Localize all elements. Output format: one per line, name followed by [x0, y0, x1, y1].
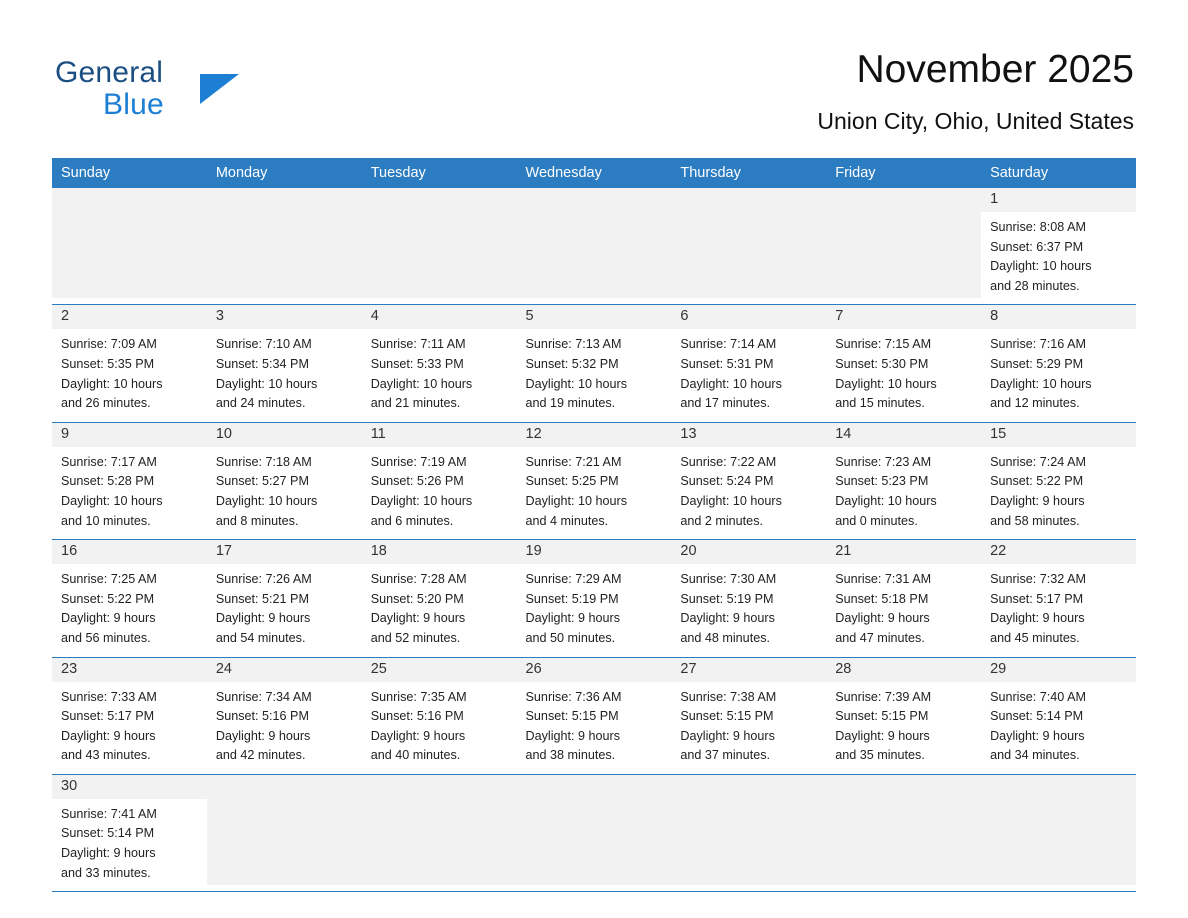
daylight-text-line2: and 28 minutes. [990, 278, 1080, 293]
sunrise-text: Sunrise: 7:18 AM [215, 454, 312, 469]
calendar-day-cell[interactable] [362, 540, 517, 657]
daylight-text-line2: and 33 minutes. [61, 865, 151, 880]
day-number: 28 [826, 658, 981, 682]
daylight-text-line1: Daylight: 9 hours [61, 846, 156, 861]
daylight-text-line2: and 10 minutes. [61, 513, 151, 528]
day-number: 15 [981, 423, 1136, 447]
day-info [362, 564, 517, 656]
empty-cell-fill [826, 188, 981, 298]
day-info [981, 447, 1136, 539]
sunset-text: Sunset: 5:18 PM [835, 591, 929, 606]
daylight-text-line2: and 12 minutes. [990, 396, 1080, 411]
day-number: 26 [517, 658, 672, 682]
day-number: 30 [52, 775, 207, 799]
calendar-day-cell[interactable] [52, 774, 207, 891]
day-info [52, 329, 207, 421]
calendar-day-cell[interactable] [671, 305, 826, 422]
daylight-text-line2: and 26 minutes. [61, 396, 151, 411]
empty-cell-fill [981, 775, 1136, 885]
calendar-cell-empty [671, 774, 826, 891]
sunset-text: Sunset: 5:22 PM [990, 474, 1084, 489]
daylight-text-line1: Daylight: 9 hours [990, 493, 1085, 508]
calendar-day-cell[interactable] [52, 657, 207, 774]
empty-cell-fill [671, 775, 826, 885]
calendar-day-cell[interactable] [671, 540, 826, 657]
daylight-text-line1: Daylight: 9 hours [835, 728, 930, 743]
sunset-text: Sunset: 5:35 PM [61, 356, 155, 371]
daylight-text-line1: Daylight: 10 hours [215, 376, 318, 391]
weekday-header-friday: Friday [826, 158, 981, 188]
sunrise-text: Sunrise: 7:09 AM [61, 337, 157, 352]
day-info [981, 212, 1136, 304]
sunrise-text: Sunrise: 7:23 AM [835, 454, 932, 469]
sunset-text: Sunset: 5:14 PM [990, 709, 1084, 724]
daylight-text-line1: Daylight: 10 hours [215, 493, 318, 508]
sunrise-text: Sunrise: 7:29 AM [525, 572, 622, 587]
daylight-text-line1: Daylight: 9 hours [990, 611, 1085, 626]
daylight-text-line1: Daylight: 10 hours [370, 493, 473, 508]
sunrise-text: Sunrise: 7:36 AM [525, 689, 622, 704]
sunset-text: Sunset: 6:37 PM [990, 239, 1084, 254]
day-number: 27 [671, 658, 826, 682]
daylight-text-line1: Daylight: 9 hours [370, 611, 466, 626]
sunrise-text: Sunrise: 7:22 AM [680, 454, 777, 469]
sunset-text: Sunset: 5:29 PM [990, 356, 1084, 371]
daylight-text-line2: and 37 minutes. [680, 748, 770, 763]
day-info [52, 799, 207, 891]
day-info [671, 564, 826, 656]
daylight-text-line2: and 40 minutes. [370, 748, 461, 763]
calendar-day-cell[interactable] [362, 422, 517, 539]
sunset-text: Sunset: 5:31 PM [680, 356, 774, 371]
day-number: 4 [362, 305, 517, 329]
calendar-week-row [52, 657, 1136, 774]
sunset-text: Sunset: 5:15 PM [835, 709, 929, 724]
sunrise-text: Sunrise: 7:32 AM [990, 572, 1086, 587]
daylight-text-line1: Daylight: 10 hours [680, 493, 782, 508]
daylight-text-line1: Daylight: 9 hours [215, 728, 311, 743]
sunrise-text: Sunrise: 7:19 AM [370, 454, 467, 469]
calendar-day-cell[interactable] [981, 657, 1136, 774]
daylight-text-line2: and 8 minutes. [215, 513, 299, 528]
daylight-text-line1: Daylight: 9 hours [525, 611, 621, 626]
empty-cell-fill [517, 188, 672, 298]
day-number: 19 [517, 540, 672, 564]
daylight-text-line1: Daylight: 9 hours [215, 611, 311, 626]
calendar-day-cell[interactable] [517, 305, 672, 422]
sunrise-text: Sunrise: 7:35 AM [370, 689, 467, 704]
daylight-text-line2: and 34 minutes. [990, 748, 1080, 763]
daylight-text-line2: and 58 minutes. [990, 513, 1080, 528]
day-info [981, 682, 1136, 774]
calendar-day-cell[interactable] [207, 540, 362, 657]
empty-cell-fill [207, 188, 362, 298]
calendar-day-cell[interactable] [517, 422, 672, 539]
calendar-day-cell[interactable] [207, 657, 362, 774]
daylight-text-line1: Daylight: 10 hours [835, 376, 937, 391]
weekday-header-saturday: Saturday [981, 158, 1136, 188]
sunset-text: Sunset: 5:15 PM [680, 709, 774, 724]
sunrise-text: Sunrise: 7:26 AM [215, 572, 312, 587]
sunrise-text: Sunrise: 7:41 AM [61, 806, 157, 821]
weekday-header-tuesday: Tuesday [362, 158, 517, 188]
day-number: 6 [671, 305, 826, 329]
daylight-text-line2: and 6 minutes. [370, 513, 454, 528]
daylight-text-line2: and 24 minutes. [215, 396, 306, 411]
calendar-day-cell[interactable] [671, 422, 826, 539]
calendar-week-row [52, 188, 1136, 305]
weekday-header-sunday: Sunday [52, 158, 207, 188]
daylight-text-line2: and 43 minutes. [61, 748, 151, 763]
day-number: 16 [52, 540, 207, 564]
daylight-text-line1: Daylight: 10 hours [835, 493, 937, 508]
sunrise-text: Sunrise: 7:13 AM [525, 337, 622, 352]
triangle-icon [200, 74, 239, 104]
daylight-text-line1: Daylight: 9 hours [680, 611, 775, 626]
sunrise-text: Sunrise: 7:38 AM [680, 689, 777, 704]
sunrise-text: Sunrise: 8:08 AM [990, 220, 1086, 234]
calendar-cell-empty [826, 188, 981, 305]
empty-cell-fill [671, 188, 826, 298]
day-info [826, 682, 981, 774]
logo-text-general: General [55, 56, 164, 89]
calendar-cell-empty [362, 188, 517, 305]
sunset-text: Sunset: 5:33 PM [370, 356, 464, 371]
daylight-text-line1: Daylight: 10 hours [61, 376, 163, 391]
day-number: 8 [981, 305, 1136, 329]
day-number: 23 [52, 658, 207, 682]
daylight-text-line1: Daylight: 9 hours [990, 728, 1085, 743]
day-info [826, 564, 981, 656]
sunset-text: Sunset: 5:16 PM [370, 709, 464, 724]
sunset-text: Sunset: 5:28 PM [61, 474, 155, 489]
sunset-text: Sunset: 5:19 PM [680, 591, 774, 606]
daylight-text-line2: and 15 minutes. [835, 396, 925, 411]
day-info [362, 682, 517, 774]
calendar-day-cell[interactable] [52, 305, 207, 422]
sunset-text: Sunset: 5:17 PM [61, 709, 155, 724]
daylight-text-line2: and 48 minutes. [680, 630, 770, 645]
sunset-text: Sunset: 5:17 PM [990, 591, 1084, 606]
day-info [207, 564, 362, 656]
sunrise-text: Sunrise: 7:31 AM [835, 572, 932, 587]
day-info [826, 329, 981, 421]
daylight-text-line2: and 56 minutes. [61, 630, 151, 645]
daylight-text-line2: and 38 minutes. [525, 748, 616, 763]
day-number: 1 [981, 188, 1136, 212]
sunset-text: Sunset: 5:22 PM [61, 591, 155, 606]
day-info [207, 682, 362, 774]
daylight-text-line2: and 52 minutes. [370, 630, 461, 645]
sunrise-text: Sunrise: 7:16 AM [990, 337, 1086, 352]
day-number: 5 [517, 305, 672, 329]
sunrise-text: Sunrise: 7:33 AM [61, 689, 157, 704]
day-info [517, 447, 672, 539]
logo [52, 56, 312, 126]
weekday-header-monday: Monday [207, 158, 362, 188]
day-number: 12 [517, 423, 672, 447]
daylight-text-line1: Daylight: 10 hours [990, 259, 1092, 274]
day-number: 17 [207, 540, 362, 564]
sunrise-text: Sunrise: 7:15 AM [835, 337, 932, 352]
calendar-day-cell[interactable] [517, 657, 672, 774]
calendar-day-cell[interactable] [826, 422, 981, 539]
sunset-text: Sunset: 5:27 PM [215, 474, 309, 489]
sunrise-text: Sunrise: 7:21 AM [525, 454, 622, 469]
sunrise-text: Sunrise: 7:30 AM [680, 572, 777, 587]
day-info [517, 329, 672, 421]
day-number: 18 [362, 540, 517, 564]
sunset-text: Sunset: 5:19 PM [525, 591, 619, 606]
daylight-text-line1: Daylight: 10 hours [680, 376, 782, 391]
sunset-text: Sunset: 5:23 PM [835, 474, 929, 489]
daylight-text-line1: Daylight: 10 hours [525, 493, 628, 508]
day-info [671, 682, 826, 774]
calendar-table [52, 158, 1136, 892]
daylight-text-line1: Daylight: 9 hours [61, 728, 156, 743]
weekday-header-row [52, 158, 1136, 188]
day-info [52, 682, 207, 774]
calendar-week-row [52, 774, 1136, 891]
calendar-day-cell[interactable] [826, 540, 981, 657]
daylight-text-line2: and 45 minutes. [990, 630, 1080, 645]
daylight-text-line1: Daylight: 9 hours [835, 611, 930, 626]
sunset-text: Sunset: 5:34 PM [215, 356, 309, 371]
day-info [981, 564, 1136, 656]
day-number: 20 [671, 540, 826, 564]
calendar-day-cell[interactable] [826, 657, 981, 774]
day-number: 2 [52, 305, 207, 329]
day-info [981, 329, 1136, 421]
calendar-week-row [52, 540, 1136, 657]
sunrise-text: Sunrise: 7:11 AM [370, 337, 466, 352]
day-number: 9 [52, 423, 207, 447]
daylight-text-line2: and 17 minutes. [680, 396, 770, 411]
daylight-text-line2: and 42 minutes. [215, 748, 306, 763]
calendar-day-cell[interactable] [981, 422, 1136, 539]
day-number: 10 [207, 423, 362, 447]
daylight-text-line1: Daylight: 9 hours [61, 611, 156, 626]
day-info [517, 682, 672, 774]
calendar-week-row [52, 422, 1136, 539]
day-info [362, 329, 517, 421]
sunrise-text: Sunrise: 7:40 AM [990, 689, 1086, 704]
sunset-text: Sunset: 5:20 PM [370, 591, 464, 606]
daylight-text-line1: Daylight: 10 hours [990, 376, 1092, 391]
empty-cell-fill [207, 775, 362, 885]
day-number: 7 [826, 305, 981, 329]
empty-cell-fill [362, 775, 517, 885]
daylight-text-line2: and 0 minutes. [835, 513, 918, 528]
day-number: 14 [826, 423, 981, 447]
empty-cell-fill [362, 188, 517, 298]
daylight-text-line2: and 50 minutes. [525, 630, 616, 645]
day-info [362, 447, 517, 539]
calendar-cell-empty [517, 188, 672, 305]
calendar-day-cell[interactable] [981, 305, 1136, 422]
sunset-text: Sunset: 5:30 PM [835, 356, 929, 371]
calendar-cell-empty [207, 188, 362, 305]
sunset-text: Sunset: 5:26 PM [370, 474, 464, 489]
calendar-cell-empty [52, 188, 207, 305]
day-info [52, 564, 207, 656]
daylight-text-line1: Daylight: 9 hours [680, 728, 775, 743]
daylight-text-line2: and 4 minutes. [525, 513, 609, 528]
calendar-day-cell[interactable] [207, 305, 362, 422]
daylight-text-line2: and 54 minutes. [215, 630, 306, 645]
calendar-day-cell[interactable] [207, 422, 362, 539]
daylight-text-line2: and 35 minutes. [835, 748, 925, 763]
daylight-text-line2: and 2 minutes. [680, 513, 763, 528]
sunrise-text: Sunrise: 7:25 AM [61, 572, 157, 587]
day-number: 3 [207, 305, 362, 329]
sunrise-text: Sunrise: 7:24 AM [990, 454, 1086, 469]
calendar-day-cell[interactable] [671, 657, 826, 774]
day-info [517, 564, 672, 656]
calendar-week-row [52, 305, 1136, 422]
sunset-text: Sunset: 5:14 PM [61, 826, 155, 841]
day-info [207, 329, 362, 421]
calendar-day-cell[interactable] [362, 305, 517, 422]
calendar-day-cell[interactable] [362, 657, 517, 774]
day-number: 24 [207, 658, 362, 682]
sunset-text: Sunset: 5:32 PM [525, 356, 619, 371]
daylight-text-line1: Daylight: 9 hours [370, 728, 466, 743]
daylight-text-line1: Daylight: 9 hours [525, 728, 621, 743]
day-number: 22 [981, 540, 1136, 564]
calendar-day-cell[interactable] [52, 422, 207, 539]
sunset-text: Sunset: 5:15 PM [525, 709, 619, 724]
daylight-text-line2: and 21 minutes. [370, 396, 461, 411]
day-number: 13 [671, 423, 826, 447]
calendar-day-cell[interactable] [517, 540, 672, 657]
calendar-day-cell[interactable] [981, 188, 1136, 305]
calendar-cell-empty [517, 774, 672, 891]
sunset-text: Sunset: 5:25 PM [525, 474, 619, 489]
day-number: 25 [362, 658, 517, 682]
calendar-cell-empty [362, 774, 517, 891]
sunrise-text: Sunrise: 7:34 AM [215, 689, 312, 704]
calendar-cell-empty [671, 188, 826, 305]
calendar-cell-empty [981, 774, 1136, 891]
day-info [826, 447, 981, 539]
sunrise-text: Sunrise: 7:39 AM [835, 689, 932, 704]
day-number: 11 [362, 423, 517, 447]
calendar-day-cell[interactable] [826, 305, 981, 422]
daylight-text-line1: Daylight: 10 hours [370, 376, 473, 391]
page-subtitle: Union City, Ohio, United States [817, 108, 1134, 134]
weekday-header-wednesday: Wednesday [517, 158, 672, 188]
daylight-text-line2: and 47 minutes. [835, 630, 925, 645]
day-info [671, 329, 826, 421]
calendar-cell-empty [826, 774, 981, 891]
day-info [207, 447, 362, 539]
daylight-text-line2: and 19 minutes. [525, 396, 616, 411]
logo-text-blue: Blue [103, 88, 164, 121]
sunset-text: Sunset: 5:16 PM [215, 709, 309, 724]
weekday-header-thursday: Thursday [671, 158, 826, 188]
sunset-text: Sunset: 5:21 PM [215, 591, 309, 606]
sunrise-text: Sunrise: 7:17 AM [61, 454, 157, 469]
day-info [671, 447, 826, 539]
sunrise-text: Sunrise: 7:10 AM [215, 337, 312, 352]
empty-cell-fill [52, 188, 207, 298]
page-title: November 2025 [856, 48, 1134, 91]
calendar-cell-empty [207, 774, 362, 891]
empty-cell-fill [517, 775, 672, 885]
calendar-day-cell[interactable] [52, 540, 207, 657]
day-info [52, 447, 207, 539]
daylight-text-line1: Daylight: 10 hours [61, 493, 163, 508]
page-header [52, 48, 1134, 148]
sunset-text: Sunset: 5:24 PM [680, 474, 774, 489]
sunrise-text: Sunrise: 7:14 AM [680, 337, 777, 352]
sunrise-text: Sunrise: 7:28 AM [370, 572, 467, 587]
calendar-day-cell[interactable] [981, 540, 1136, 657]
day-number: 21 [826, 540, 981, 564]
empty-cell-fill [826, 775, 981, 885]
day-number: 29 [981, 658, 1136, 682]
daylight-text-line1: Daylight: 10 hours [525, 376, 628, 391]
